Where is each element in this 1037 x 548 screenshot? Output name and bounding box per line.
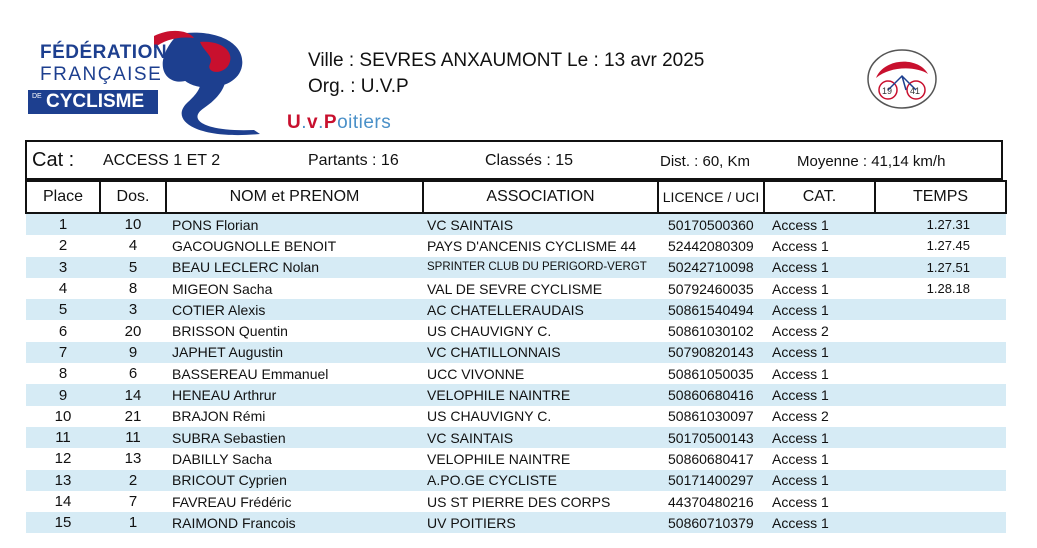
- cell-cat: Access 1: [764, 363, 875, 384]
- cell-place: 13: [26, 470, 100, 491]
- cell-place: 14: [26, 491, 100, 512]
- table-header-row: [26, 181, 1006, 213]
- cell-dos: 6: [100, 363, 166, 384]
- cell-licence: 50860680417: [658, 448, 764, 469]
- table-row: [26, 470, 1006, 491]
- cell-temps: [875, 491, 1006, 512]
- results-table: [25, 180, 1007, 533]
- cell-place: 15: [26, 512, 100, 533]
- cell-temps: 1.27.31: [875, 213, 1006, 235]
- cell-cat: Access 1: [764, 512, 875, 533]
- table-row: [26, 491, 1006, 512]
- cell-nom: COTIER Alexis: [166, 299, 423, 320]
- cell-place: 1: [26, 213, 100, 235]
- cell-dos: 2: [100, 470, 166, 491]
- col-cat: CAT.: [764, 181, 875, 213]
- cell-cat: Access 1: [764, 342, 875, 363]
- race-info-box: [25, 140, 1003, 180]
- cell-cat: Access 1: [764, 235, 875, 256]
- cell-association: VAL DE SEVRE CYCLISME: [423, 278, 658, 299]
- table-row: [26, 384, 1006, 405]
- cell-licence: 50171400297: [658, 470, 764, 491]
- cell-licence: 50861050035: [658, 363, 764, 384]
- cell-nom: BASSEREAU Emmanuel: [166, 363, 423, 384]
- cell-licence: 50861030102: [658, 320, 764, 341]
- cell-cat: Access 2: [764, 320, 875, 341]
- cell-nom: BRISSON Quentin: [166, 320, 423, 341]
- cell-place: 6: [26, 320, 100, 341]
- cell-temps: [875, 384, 1006, 405]
- cell-temps: [875, 363, 1006, 384]
- cell-association: A.PO.GE CYCLISTE: [423, 470, 658, 491]
- cell-nom: DABILLY Sacha: [166, 448, 423, 469]
- cell-temps: 1.28.18: [875, 278, 1006, 299]
- col-place: Place: [26, 181, 100, 213]
- cell-dos: 13: [100, 448, 166, 469]
- table-row: [26, 342, 1006, 363]
- cell-cat: Access 1: [764, 427, 875, 448]
- cell-licence: 50860710379: [658, 512, 764, 533]
- club-logo-right-num: 41: [910, 86, 921, 96]
- col-association: ASSOCIATION: [423, 181, 658, 213]
- classes: Classés : 15: [485, 152, 574, 169]
- cell-association: UCC VIVONNE: [423, 363, 658, 384]
- cell-temps: [875, 299, 1006, 320]
- cell-temps: [875, 470, 1006, 491]
- cell-nom: PONS Florian: [166, 213, 423, 235]
- cell-nom: GACOUGNOLLE BENOIT: [166, 235, 423, 256]
- table-row: [26, 213, 1006, 235]
- cell-place: 9: [26, 384, 100, 405]
- federation-line3: CYCLISME: [46, 91, 145, 112]
- cell-association: VELOPHILE NAINTRE: [423, 384, 658, 405]
- partants: Partants : 16: [308, 152, 399, 169]
- cell-association: VC SAINTAIS: [423, 427, 658, 448]
- cell-licence: 52442080309: [658, 235, 764, 256]
- cell-licence: 50861030097: [658, 406, 764, 427]
- table-row: [26, 512, 1006, 533]
- cell-dos: 20: [100, 320, 166, 341]
- cell-cat: Access 2: [764, 406, 875, 427]
- cell-licence: 50242710098: [658, 257, 764, 278]
- cell-nom: RAIMOND Francois: [166, 512, 423, 533]
- club-logo: [866, 48, 938, 110]
- cell-association: UV POITIERS: [423, 512, 658, 533]
- table-row: [26, 320, 1006, 341]
- cell-dos: 1: [100, 512, 166, 533]
- cell-licence: 50792460035: [658, 278, 764, 299]
- cell-nom: BEAU LECLERC Nolan: [166, 257, 423, 278]
- cell-nom: MIGEON Sacha: [166, 278, 423, 299]
- cell-cat: Access 1: [764, 299, 875, 320]
- cell-dos: 8: [100, 278, 166, 299]
- cell-dos: 10: [100, 213, 166, 235]
- cell-dos: 7: [100, 491, 166, 512]
- federation-band: [28, 90, 158, 114]
- table-row: [26, 448, 1006, 469]
- cell-cat: Access 1: [764, 470, 875, 491]
- cell-nom: BRICOUT Cyprien: [166, 470, 423, 491]
- cell-association: VELOPHILE NAINTRE: [423, 448, 658, 469]
- cell-licence: 50860680416: [658, 384, 764, 405]
- moyenne: Moyenne : 41,14 km/h: [797, 153, 946, 170]
- ville-line: Ville : SEVRES ANXAUMONT Le : 13 avr 2025: [308, 50, 705, 71]
- cell-cat: Access 1: [764, 257, 875, 278]
- cell-association: US ST PIERRE DES CORPS: [423, 491, 658, 512]
- cell-cat: Access 1: [764, 278, 875, 299]
- cell-dos: 3: [100, 299, 166, 320]
- table-row: [26, 427, 1006, 448]
- cell-place: 5: [26, 299, 100, 320]
- cell-place: 10: [26, 406, 100, 427]
- cell-temps: [875, 342, 1006, 363]
- cell-licence: 50790820143: [658, 342, 764, 363]
- cell-place: 2: [26, 235, 100, 256]
- cell-temps: [875, 512, 1006, 533]
- table-row: [26, 257, 1006, 278]
- cell-association: AC CHATELLERAUDAIS: [423, 299, 658, 320]
- cell-association: PAYS D'ANCENIS CYCLISME 44: [423, 235, 658, 256]
- cell-dos: 9: [100, 342, 166, 363]
- cell-cat: Access 1: [764, 213, 875, 235]
- category-value: ACCESS 1 ET 2: [103, 152, 221, 169]
- cell-cat: Access 1: [764, 491, 875, 512]
- federation-line2: FRANÇAISE: [40, 64, 163, 85]
- uvp-logo: U.v.Poitiers: [287, 112, 392, 133]
- cell-temps: 1.27.51: [875, 257, 1006, 278]
- table-row: [26, 299, 1006, 320]
- cell-place: 7: [26, 342, 100, 363]
- cell-nom: BRAJON Rémi: [166, 406, 423, 427]
- col-temps: TEMPS: [875, 181, 1006, 213]
- cell-association: SPRINTER CLUB DU PERIGORD-VERGT: [423, 257, 658, 278]
- cell-association: VC CHATILLONNAIS: [423, 342, 658, 363]
- cell-cat: Access 1: [764, 384, 875, 405]
- cell-place: 3: [26, 257, 100, 278]
- category-label: Cat :: [32, 149, 75, 171]
- cell-dos: 11: [100, 427, 166, 448]
- org-line: Org. : U.V.P: [308, 76, 409, 97]
- federation-de: DE: [32, 93, 42, 100]
- cell-place: 8: [26, 363, 100, 384]
- col-nom: NOM et PRENOM: [166, 181, 423, 213]
- cell-temps: [875, 448, 1006, 469]
- cell-licence: 50861540494: [658, 299, 764, 320]
- cell-temps: [875, 320, 1006, 341]
- cell-association: US CHAUVIGNY C.: [423, 320, 658, 341]
- cell-licence: 50170500143: [658, 427, 764, 448]
- cell-place: 12: [26, 448, 100, 469]
- cell-dos: 14: [100, 384, 166, 405]
- club-logo-left-num: 19: [882, 86, 893, 96]
- cell-nom: FAVREAU Frédéric: [166, 491, 423, 512]
- cell-nom: HENEAU Arthrur: [166, 384, 423, 405]
- table-row: [26, 406, 1006, 427]
- distance: Dist. : 60, Km: [660, 153, 751, 170]
- cell-dos: 5: [100, 257, 166, 278]
- cell-dos: 4: [100, 235, 166, 256]
- cell-licence: 50170500360: [658, 213, 764, 235]
- cell-place: 4: [26, 278, 100, 299]
- col-licence: LICENCE / UCI: [658, 181, 764, 213]
- cell-dos: 21: [100, 406, 166, 427]
- cell-temps: [875, 427, 1006, 448]
- cell-licence: 44370480216: [658, 491, 764, 512]
- cell-nom: SUBRA Sebastien: [166, 427, 423, 448]
- cell-nom: JAPHET Augustin: [166, 342, 423, 363]
- table-row: [26, 235, 1006, 256]
- cell-cat: Access 1: [764, 448, 875, 469]
- col-dos: Dos.: [100, 181, 166, 213]
- table-row: [26, 278, 1006, 299]
- federation-line1: FÉDÉRATION: [40, 42, 168, 63]
- cell-temps: [875, 406, 1006, 427]
- cell-temps: 1.27.45: [875, 235, 1006, 256]
- cell-association: VC SAINTAIS: [423, 213, 658, 235]
- table-row: [26, 363, 1006, 384]
- cell-association: US CHAUVIGNY C.: [423, 406, 658, 427]
- federation-logo: [28, 28, 268, 136]
- cell-place: 11: [26, 427, 100, 448]
